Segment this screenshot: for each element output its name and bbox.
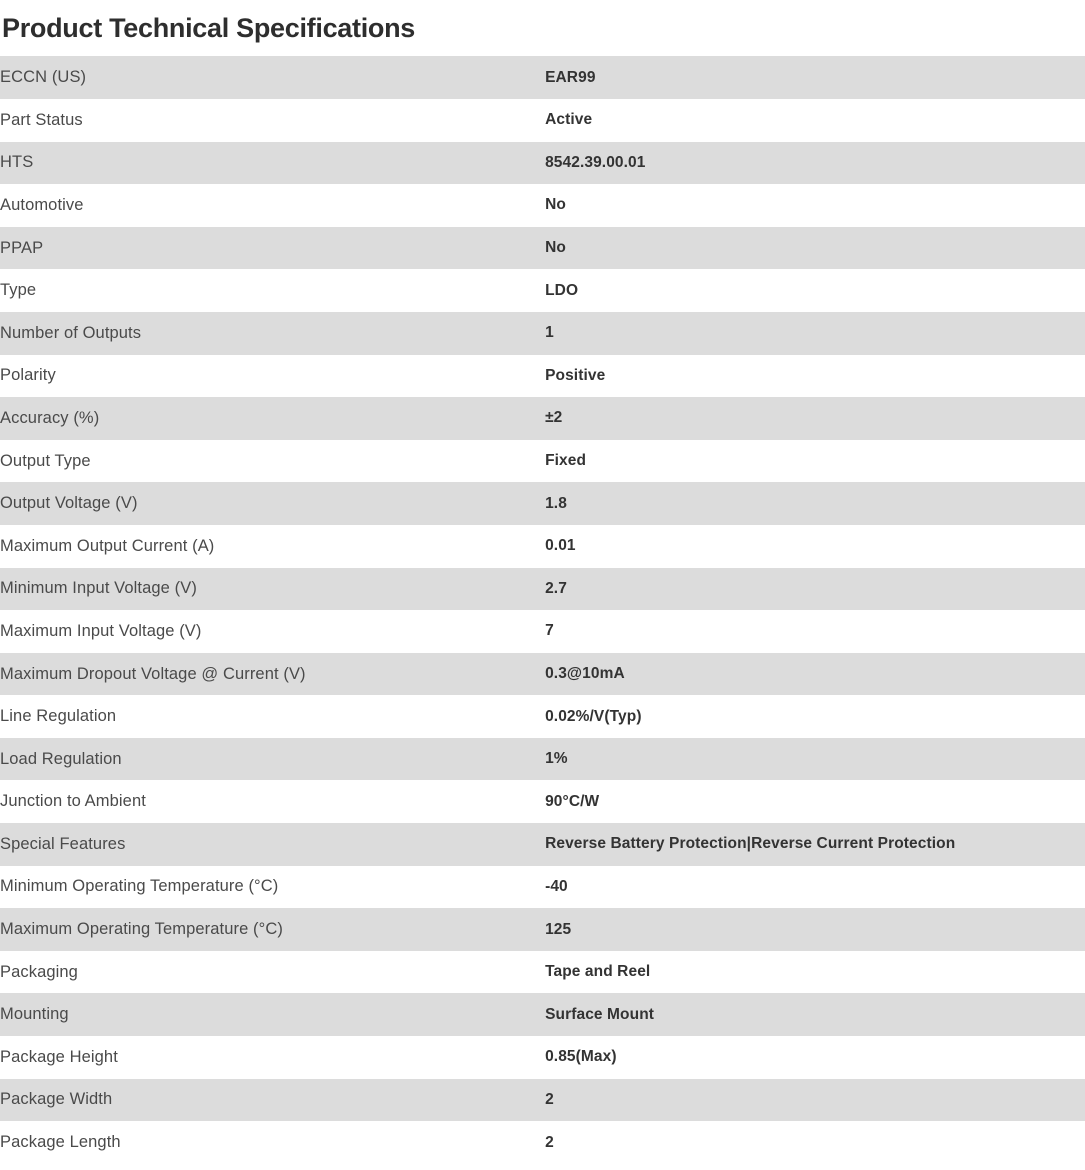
spec-value: -40 [545,877,568,895]
page-title: Product Technical Specifications [2,13,416,43]
table-row [0,568,1085,611]
table-row [0,908,1085,951]
table-row [0,695,1085,738]
spec-label: Type [0,281,37,300]
spec-label: ECCN (US) [0,68,87,87]
spec-label: Line Regulation [0,707,117,726]
spec-label: Automotive [0,195,84,214]
spec-label: Polarity [0,366,56,385]
table-row [0,738,1085,781]
spec-value: 8542.39.00.01 [545,153,646,171]
table-row [0,440,1085,483]
spec-value: 2 [545,1133,554,1151]
spec-value: No [545,196,566,214]
table-row [0,397,1085,440]
spec-label: Load Regulation [0,749,122,768]
table-row [0,653,1085,696]
spec-value: 125 [545,920,572,938]
spec-label: Maximum Input Voltage (V) [0,621,202,640]
spec-value: 1 [545,324,554,342]
table-row [0,866,1085,909]
spec-label: Packaging [0,962,78,981]
spec-label: Minimum Input Voltage (V) [0,579,197,598]
spec-value: EAR99 [545,68,596,86]
specifications-table-body [0,56,1085,1163]
spec-value: 1% [545,750,568,768]
spec-value: Fixed [545,452,587,470]
spec-value: No [545,239,566,257]
table-row [0,142,1085,185]
table-row [0,227,1085,270]
table-row [0,99,1085,142]
spec-label: Package Length [0,1133,121,1152]
spec-value: ±2 [545,409,563,427]
spec-value: 1.8 [545,494,567,512]
table-row [0,184,1085,227]
table-row [0,269,1085,312]
table-row [0,56,1085,99]
table-row [0,993,1085,1036]
spec-value: 2.7 [545,579,567,597]
spec-label: HTS [0,153,34,172]
spec-label: Junction to Ambient [0,792,146,811]
spec-label: Minimum Operating Temperature (°C) [0,877,279,896]
spec-value: Positive [545,366,606,384]
table-row [0,951,1085,994]
table-row [0,482,1085,525]
spec-value: Tape and Reel [545,963,651,981]
spec-value: 2 [545,1090,554,1108]
spec-label: Output Voltage (V) [0,494,138,513]
spec-label: PPAP [0,238,44,257]
spec-label: Output Type [0,451,91,470]
table-row [0,1036,1085,1079]
spec-value: 90°C/W [545,792,600,810]
spec-label: Maximum Output Current (A) [0,536,215,555]
spec-value: 0.01 [545,537,576,555]
table-row [0,525,1085,568]
spec-value: Surface Mount [545,1005,655,1023]
table-row [0,312,1085,355]
spec-label: Maximum Operating Temperature (°C) [0,920,283,939]
spec-label: Mounting [0,1005,69,1024]
table-row [0,780,1085,823]
table-row [0,610,1085,653]
spec-label: Package Width [0,1090,113,1109]
spec-value: 7 [545,622,554,640]
spec-label: Part Status [0,110,83,129]
table-row [0,823,1085,866]
table-row [0,1079,1085,1122]
spec-value: 0.02%/V(Typ) [545,707,642,725]
spec-label: Special Features [0,834,126,853]
spec-value: LDO [545,281,579,299]
spec-label: Number of Outputs [0,323,142,342]
specifications-table [0,56,1085,1163]
spec-value: 0.3@10mA [545,665,625,682]
spec-label: Accuracy (%) [0,408,100,427]
spec-label: Maximum Dropout Voltage @ Current (V) [0,664,306,683]
table-row [0,355,1085,398]
spec-label: Package Height [0,1047,118,1066]
spec-value: 0.85(Max) [545,1048,617,1066]
table-row [0,1121,1085,1164]
spec-value: Active [545,111,593,129]
spec-value: Reverse Battery Protection|Reverse Current Protection [545,835,956,853]
